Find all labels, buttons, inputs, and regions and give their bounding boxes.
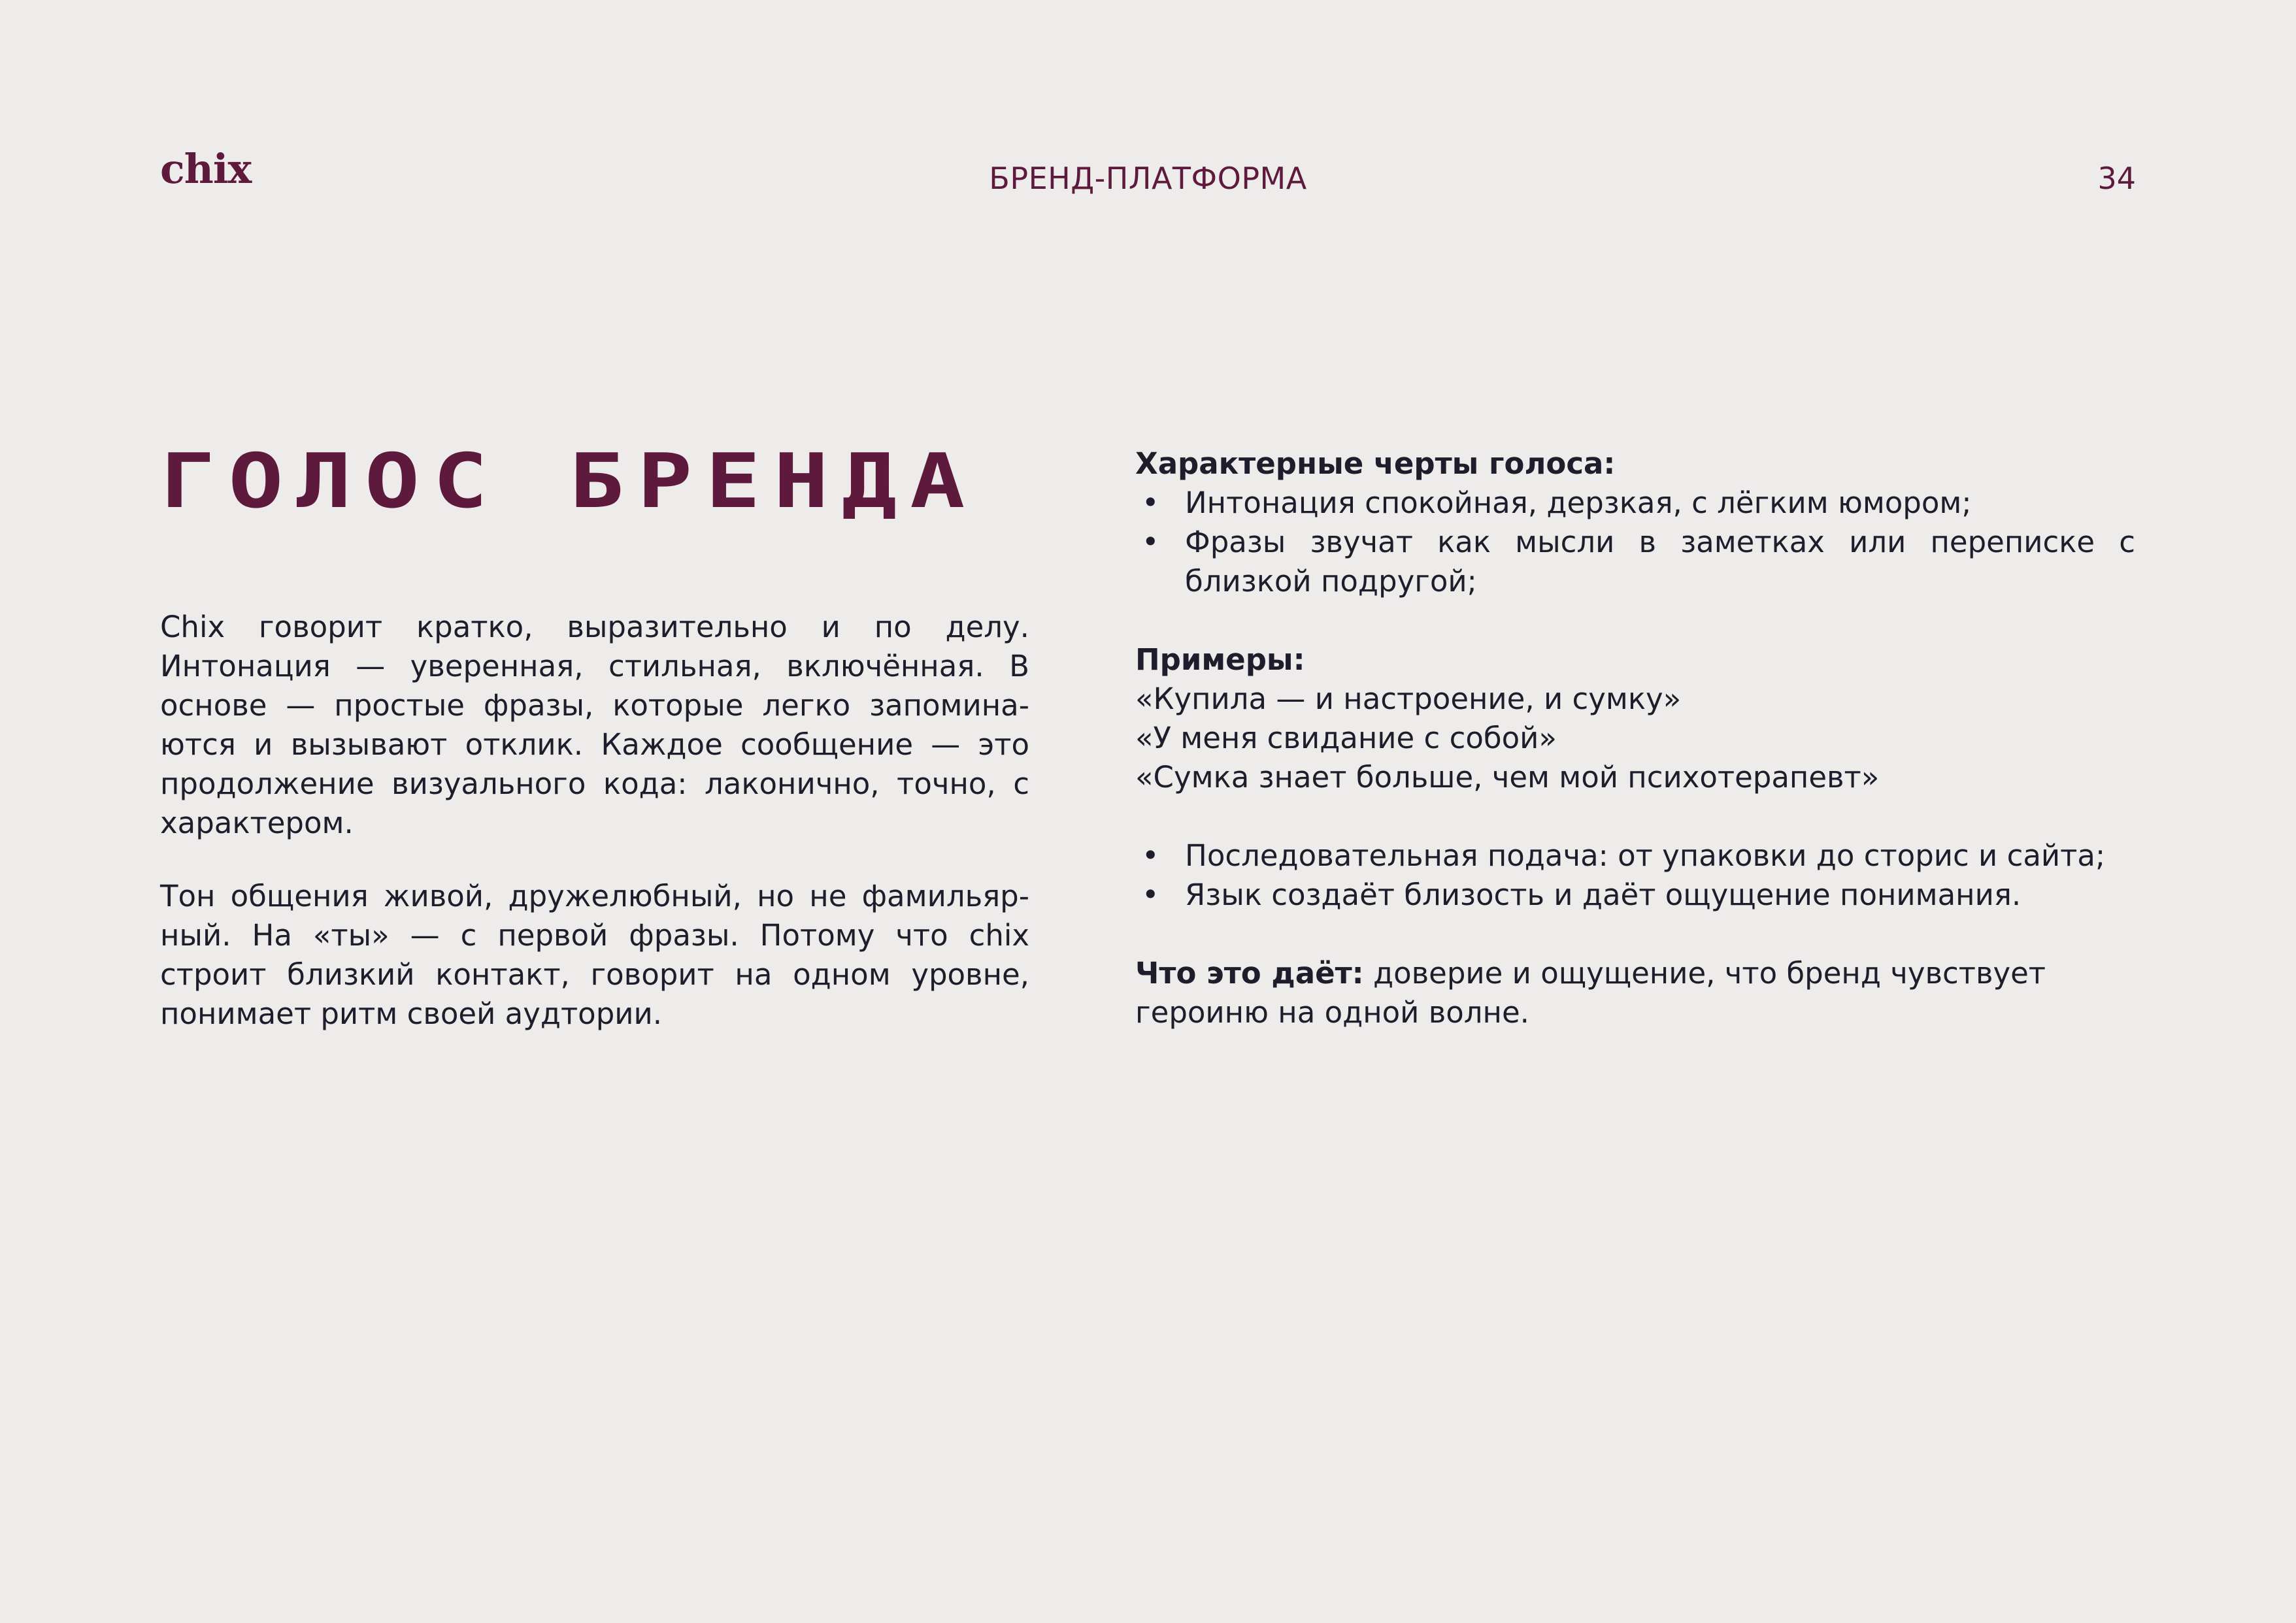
bullet-icon: • <box>1142 485 1159 520</box>
intro-paragraph: Тон общения живой, дружелюбный, но не фамильярный. На «ты» — с первой фразы. Потому что chix строит близкий контакт, говорит на одном уровне, понимает ритм своей аудтории. <box>160 879 1029 1031</box>
section-title: БРЕНД-ПЛАТФОРМА <box>989 161 1307 196</box>
traits-block <box>1135 444 2135 601</box>
list-item-text: Фразы звучат как мысли в заметках или переписке с близкой подругой; <box>1185 525 2135 598</box>
page-heading: ГОЛОС БРЕНДА <box>160 438 978 525</box>
traits-label: Характерные черты голоса: <box>1135 446 1616 481</box>
examples-block <box>1135 640 2135 797</box>
bullet-icon: • <box>1142 877 1159 912</box>
list-item-text: Последовательная подача: от упаковки до сторис и сайта; <box>1185 838 2106 873</box>
result-text <box>1135 954 2135 1032</box>
example-quote: «Сумка знает больше, чем мой психотерапевт» <box>1135 760 1880 795</box>
bullet-icon: • <box>1142 838 1159 873</box>
example-quote: «У меня свидание с собой» <box>1135 721 1557 755</box>
principles-list <box>1135 836 2135 915</box>
traits-list <box>1135 484 2135 601</box>
list-item <box>1135 523 2135 601</box>
brand-logo: chix <box>160 145 252 193</box>
list-item <box>1135 484 2135 523</box>
principles-block <box>1135 836 2135 915</box>
list-item <box>1135 836 2135 876</box>
bullet-icon: • <box>1142 525 1159 559</box>
result-label: Что это даёт: <box>1135 956 1364 991</box>
intro-text <box>160 608 1029 1068</box>
page-number: 34 <box>2097 161 2136 196</box>
intro-paragraph: Chix говорит кратко, выразительно и по делу. Интонация — уверенная, стильная, включённая. В основе — простые фразы, которые легко запоминаются и вызывают отклик. Каждое сообщение — это продолжение визуального кода: лаконично, точно, с характером. <box>160 610 1029 840</box>
list-item-text: Интонация спокойная, дерзкая, с лёгким юмором; <box>1185 485 1972 520</box>
list-item <box>1135 876 2135 915</box>
list-item-text: Язык создаёт близость и даёт ощущение понимания. <box>1185 877 2021 912</box>
example-quote: «Купила — и настроение, и сумку» <box>1135 681 1682 716</box>
result-description: доверие и ощущение, что бренд чувствует героиню на одной волне. <box>1135 956 2046 1030</box>
examples-label: Примеры: <box>1135 642 1305 677</box>
voice-details <box>1135 444 2135 1032</box>
